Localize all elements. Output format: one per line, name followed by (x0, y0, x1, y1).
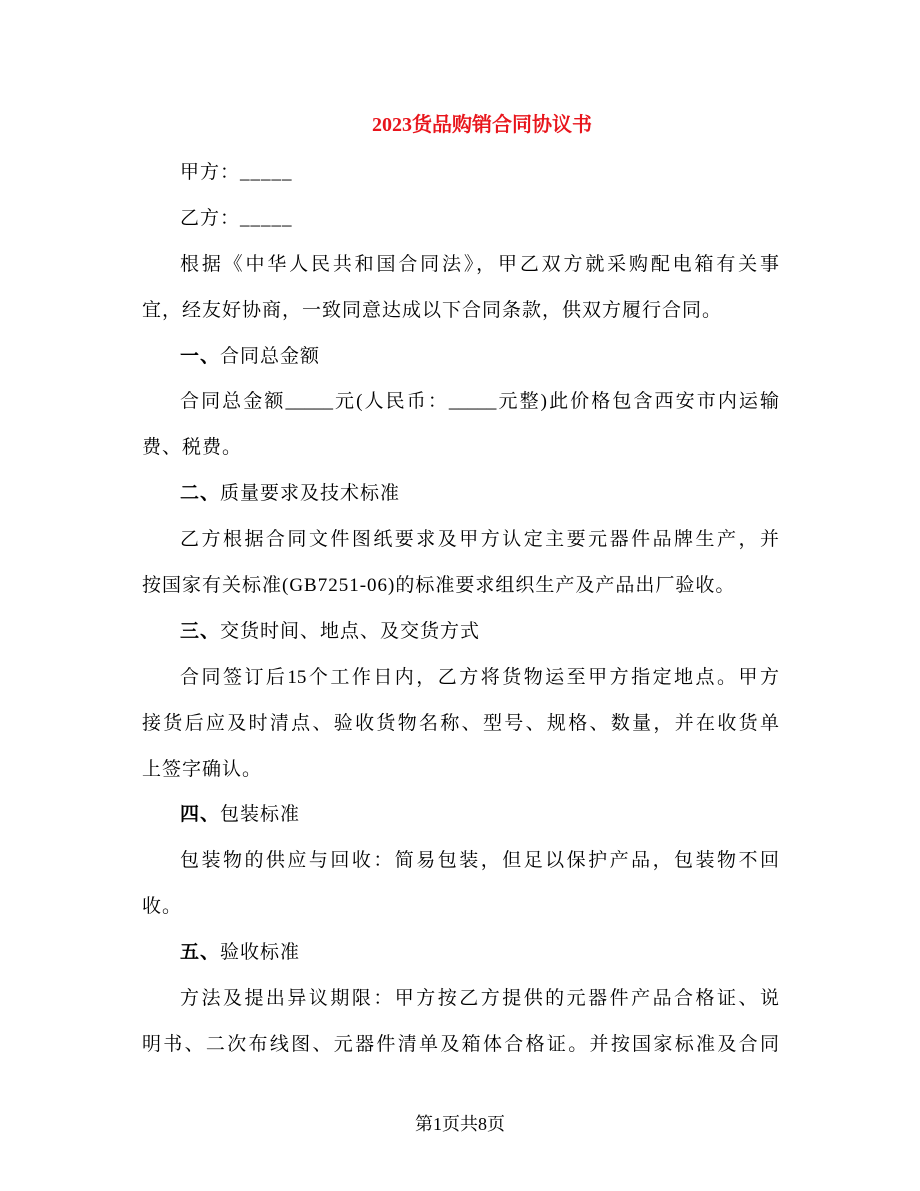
section-body-line: 接货后应及时清点、验收货物名称、型号、规格、数量，并在收货单 (142, 712, 779, 734)
section-heading-text: 交货时间、地点、及交货方式 (220, 620, 481, 642)
section-body-line: 合同总金额_____元(人民币：_____元整)此价格包含西安市内运输 (180, 391, 779, 413)
section-body-line: 包装物的供应与回收：简易包装，但足以保护产品，包装物不回 (180, 850, 779, 872)
section-heading-acceptance (142, 930, 779, 976)
section-number: 二、 (180, 483, 221, 505)
section-body-line: 明书、二次布线图、元器件清单及箱体合格证。并按国家标准及合同 (142, 1033, 779, 1055)
section-number: 三、 (180, 620, 221, 642)
section-body-line: 费、税费。 (142, 437, 243, 459)
preamble-line: 宜，经友好协商，一致同意达成以下合同条款，供双方履行合同。 (142, 299, 723, 321)
section-body-line: 收。 (142, 896, 183, 918)
party-a-line: 甲方：_____ (180, 162, 293, 183)
party-b-line: 乙方：_____ (180, 207, 293, 229)
preamble-line: 根据《中华人民共和国合同法》，甲乙双方就采购配电箱有关事 (180, 253, 779, 275)
section-body-line: 合同签订后15个工作日内，乙方将货物运至甲方指定地点。甲方 (180, 666, 779, 688)
section-heading-delivery (142, 609, 779, 655)
section-heading-text: 质量要求及技术标准 (220, 483, 401, 505)
section-body-line: 方法及提出异议期限：甲方按乙方提供的元器件产品合格证、说 (180, 988, 779, 1010)
section-heading-total-amount (142, 334, 779, 380)
document-title: 2023货品购销合同协议书 (372, 114, 592, 136)
section-body-line: 上签字确认。 (142, 758, 263, 780)
section-body-line: 按国家有关标准(GB7251-06)的标准要求组织生产及产品出厂验收。 (142, 575, 736, 597)
section-number: 四、 (180, 804, 221, 826)
section-number: 五、 (180, 942, 221, 964)
page-number-footer: 第1页共8页 (415, 1114, 505, 1134)
section-heading-packaging (142, 792, 779, 838)
section-number: 一、 (180, 345, 221, 367)
document-body (142, 150, 779, 1068)
section-heading-quality-standards (142, 471, 779, 517)
section-heading-text: 验收标准 (220, 942, 301, 964)
section-heading-text: 合同总金额 (220, 345, 321, 367)
section-heading-text: 包装标准 (220, 804, 301, 826)
section-body-line: 乙方根据合同文件图纸要求及甲方认定主要元器件品牌生产，并 (180, 529, 779, 551)
